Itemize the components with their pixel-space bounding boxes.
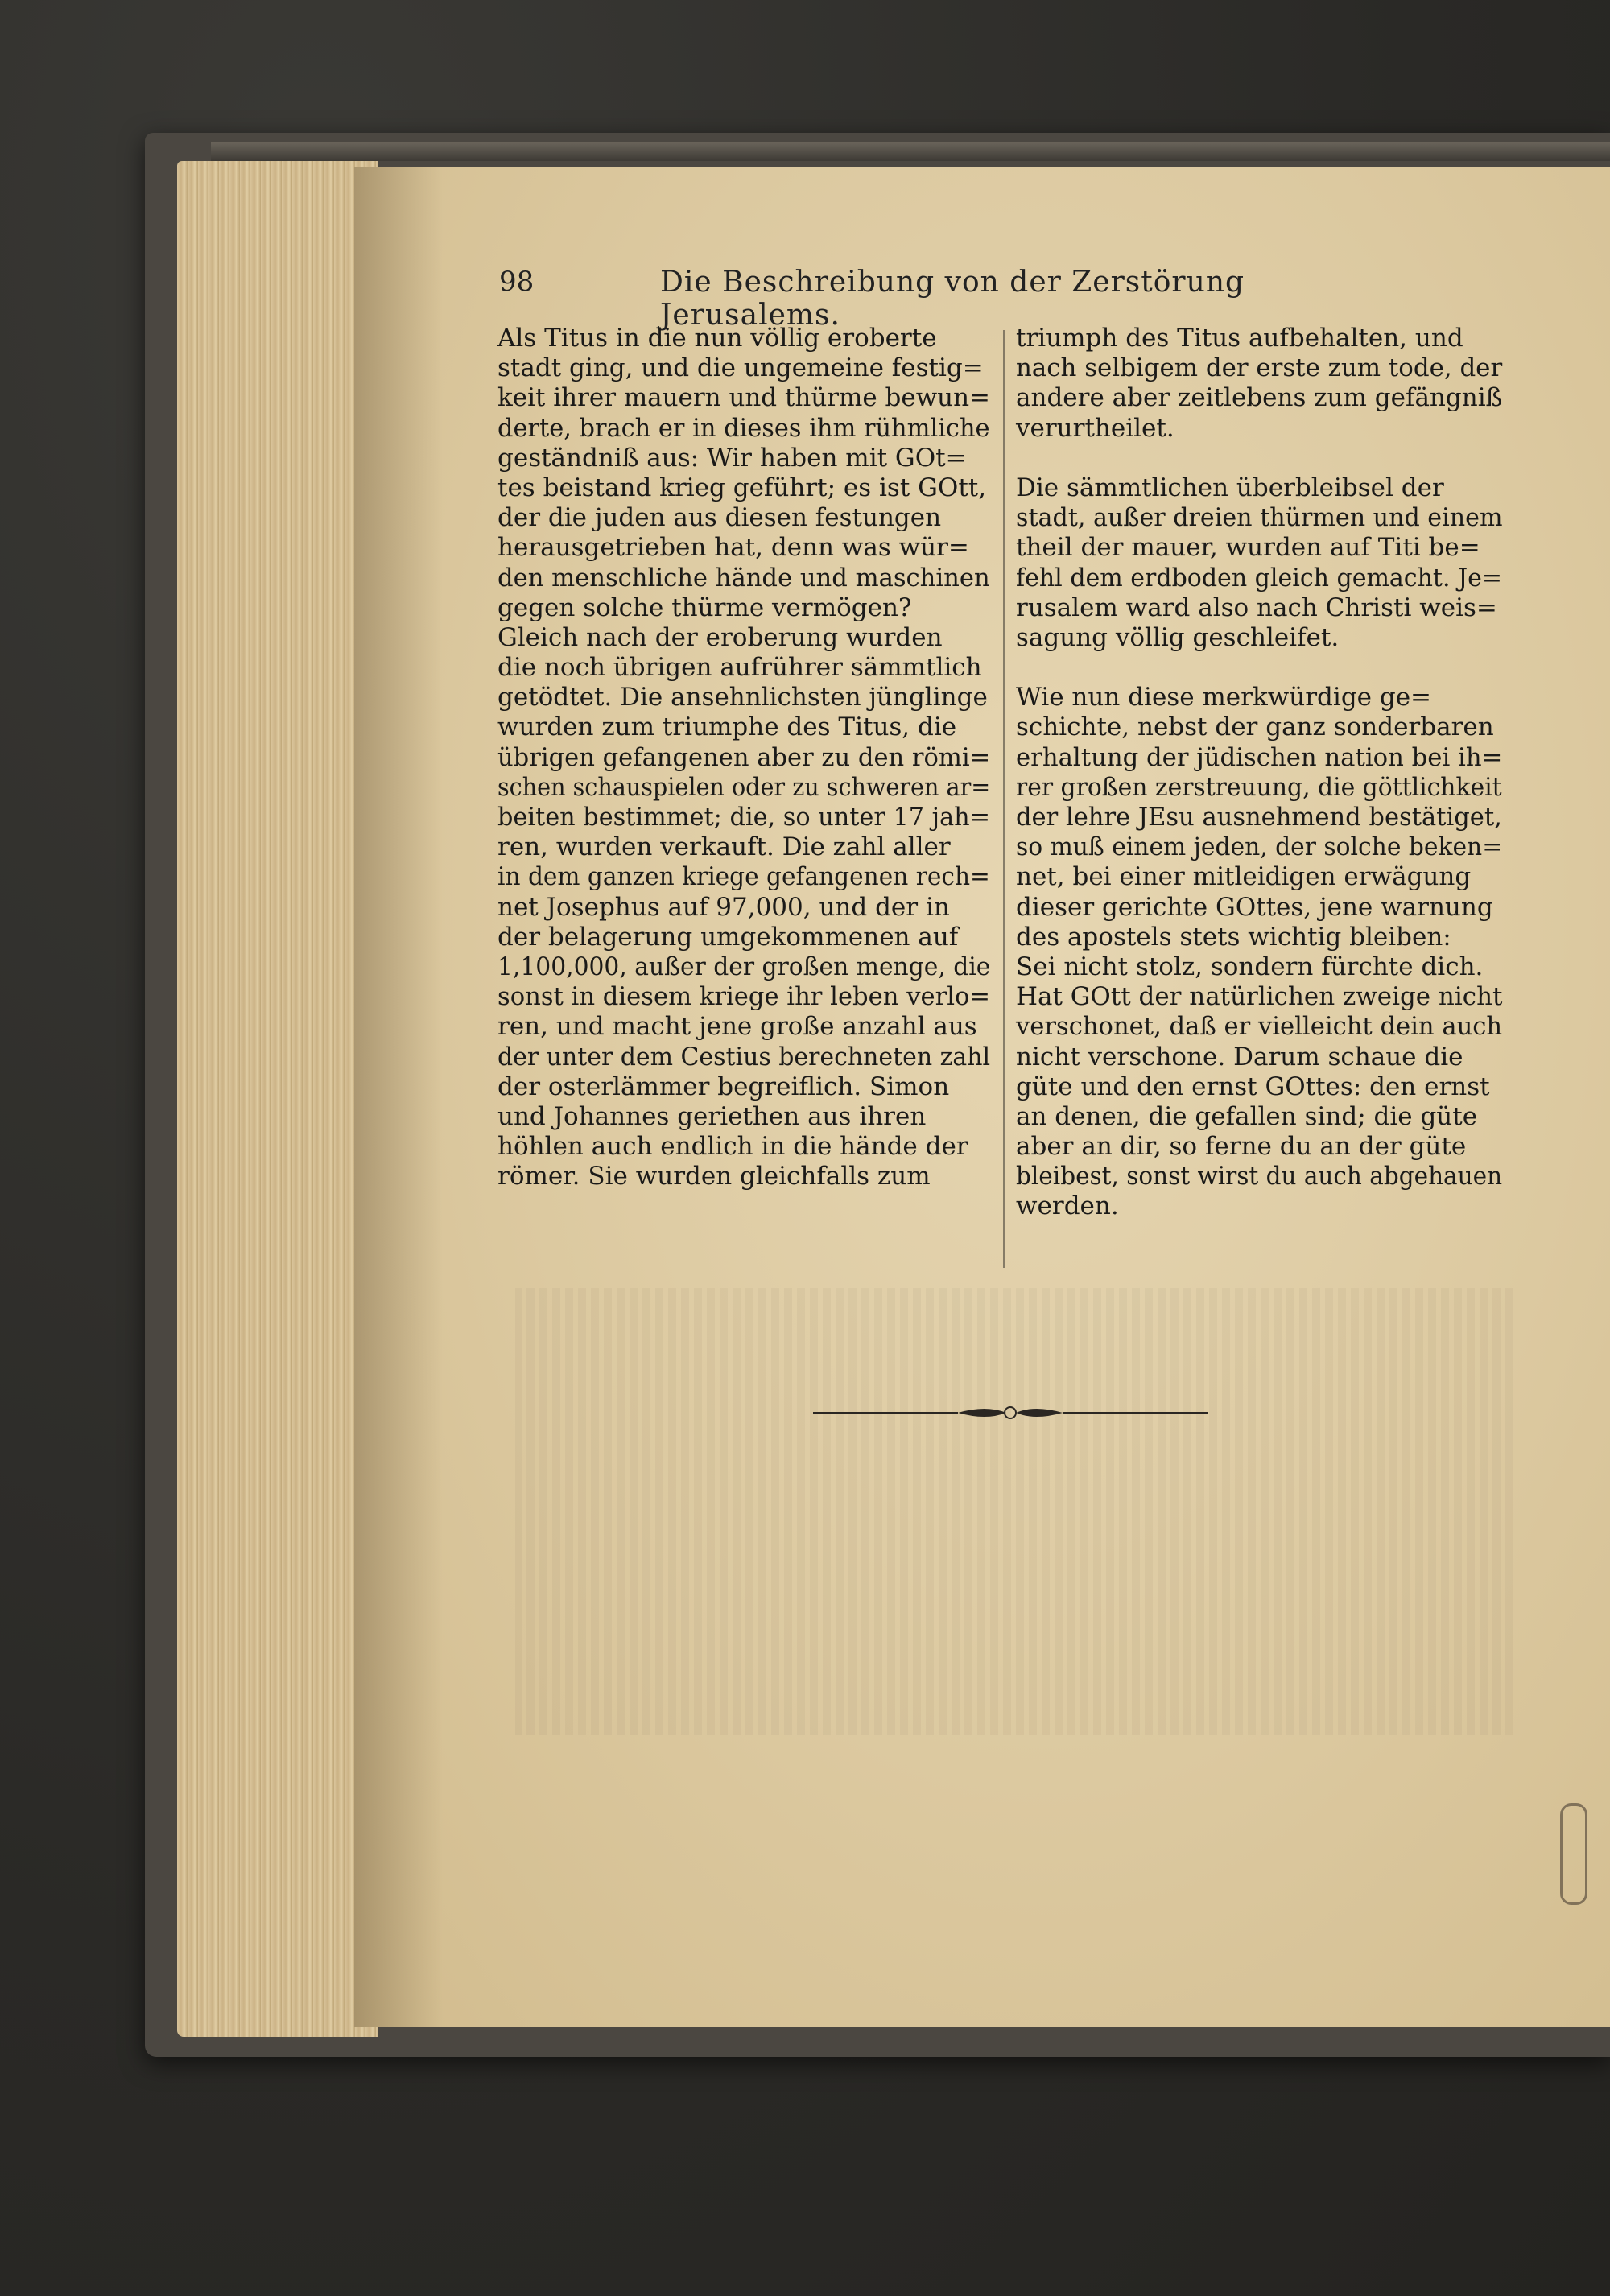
text-line: so muß einem jeden, der solche beken= [1016, 832, 1503, 862]
text-line: höhlen auch endlich in die hände der [497, 1132, 968, 1162]
text-line: den menschliche hände und maschinen [497, 563, 990, 593]
text-line: erhaltung der jüdischen nation bei ih= [1016, 742, 1503, 772]
text-line: und Johannes geriethen aus ihren [497, 1101, 927, 1131]
page-number: 98 [499, 266, 535, 298]
text-line: nach selbigem der erste zum tode, der [1016, 353, 1503, 383]
text-line: nicht verschone. Darum schaue die [1016, 1042, 1463, 1072]
text-line: ren, und macht jene große anzahl aus [497, 1012, 977, 1042]
text-line: stadt, außer dreien thürmen und einem [1016, 503, 1503, 533]
text-line: derte, brach er in dieses ihm rühmliche [497, 413, 990, 443]
text-line: herausgetrieben hat, denn was wür= [497, 533, 969, 563]
text-line: Als Titus in die nun völlig eroberte [497, 324, 937, 353]
text-line: geständniß aus: Wir haben mit GOt= [497, 443, 967, 473]
text-line: gegen solche thürme vermögen? [497, 593, 912, 622]
text-line: Hat GOtt der natürlichen zweige nicht [1016, 982, 1503, 1012]
column-divider [1003, 330, 1005, 1268]
text-line: tes beistand krieg geführt; es ist GOtt, [497, 473, 987, 502]
running-title: Die Beschreibung von der Zerstörung Jerusalems. [660, 266, 1245, 332]
text-line: aber an dir, so ferne du an der güte [1016, 1132, 1467, 1162]
text-line: theil der mauer, wurden auf Titi be= [1016, 533, 1480, 563]
text-line: verschonet, daß er vielleicht dein auch [1016, 1012, 1503, 1042]
text-line: dieser gerichte GOttes, jene warnung [1016, 892, 1493, 922]
text-line: übrigen gefangenen aber zu den römi= [497, 742, 991, 772]
right-text-column [1016, 324, 1502, 1222]
text-line: der unter dem Cestius berechneten zahl [497, 1042, 991, 1072]
text-line: ren, wurden verkauft. Die zahl aller [497, 832, 951, 862]
text-line: Die sämmtlichen überbleibsel der [1016, 473, 1444, 502]
page-edges [177, 161, 378, 2037]
text-line: bleibest, sonst wirst du auch abgehauen [1016, 1162, 1503, 1191]
text-line: der osterlämmer begreiflich. Simon [497, 1072, 950, 1101]
text-line: die noch übrigen aufrührer sämmtlich [497, 653, 982, 683]
gutter-shadow [354, 167, 443, 2027]
page-header [499, 266, 1385, 332]
text-line: net Josephus auf 97,000, und der in [497, 892, 950, 922]
show-through-text [515, 1288, 1513, 1739]
text-line: des apostels stets wichtig bleiben: [1016, 922, 1451, 952]
text-line: 1,100,000, außer der großen menge, die [497, 952, 991, 981]
text-line [1016, 653, 1502, 683]
text-line: Sei nicht stolz, sondern fürchte dich. [1016, 952, 1484, 981]
page-clip [1560, 1803, 1587, 1905]
text-line: römer. Sie wurden gleichfalls zum [497, 1162, 931, 1191]
cover-edge [211, 142, 1610, 161]
text-line: verurtheilet. [1016, 413, 1174, 443]
text-line: wurden zum triumphe des Titus, die [497, 712, 957, 742]
text-line: net, bei einer mitleidigen erwägung [1016, 862, 1472, 892]
text-line: triumph des Titus aufbehalten, und [1016, 324, 1463, 353]
text-line: andere aber zeitlebens zum gefängniß [1016, 383, 1503, 413]
text-line: fehl dem erdboden gleich gemacht. Je= [1016, 563, 1502, 593]
text-line: sonst in diesem kriege ihr leben verlo= [497, 982, 991, 1012]
text-line: werden. [1016, 1191, 1119, 1221]
text-line: Gleich nach der eroberung wurden [497, 622, 943, 652]
text-line: beiten bestimmet; die, so unter 17 jah= [497, 803, 991, 832]
text-line: schichte, nebst der ganz sonderbaren [1016, 712, 1494, 742]
text-line: der die juden aus diesen festungen [497, 503, 942, 533]
text-line: schen schauspielen oder zu schweren ar= [497, 772, 991, 802]
text-line: stadt ging, und die ungemeine festig= [497, 353, 984, 383]
ornament-divider [813, 1401, 1208, 1425]
text-line: güte und den ernst GOttes: den ernst [1016, 1072, 1490, 1101]
text-line: Wie nun diese merkwürdige ge= [1016, 683, 1432, 712]
text-line: keit ihrer mauern und thürme bewun= [497, 383, 990, 413]
left-text-column [497, 324, 990, 1191]
text-line: an denen, die gefallen sind; die güte [1016, 1101, 1478, 1131]
text-line: rusalem ward also nach Christi weis= [1016, 593, 1497, 622]
text-line [1016, 444, 1502, 473]
text-line: rer großen zerstreuung, die göttlichkeit [1016, 772, 1502, 802]
text-line: sagung völlig geschleifet. [1016, 622, 1340, 652]
text-line: in dem ganzen kriege gefangenen rech= [497, 862, 990, 892]
text-line: der lehre JEsu ausnehmend bestätiget, [1016, 803, 1502, 832]
text-line: der belagerung umgekommenen auf [497, 922, 959, 952]
text-line: getödtet. Die ansehnlichsten jünglinge [497, 683, 988, 712]
